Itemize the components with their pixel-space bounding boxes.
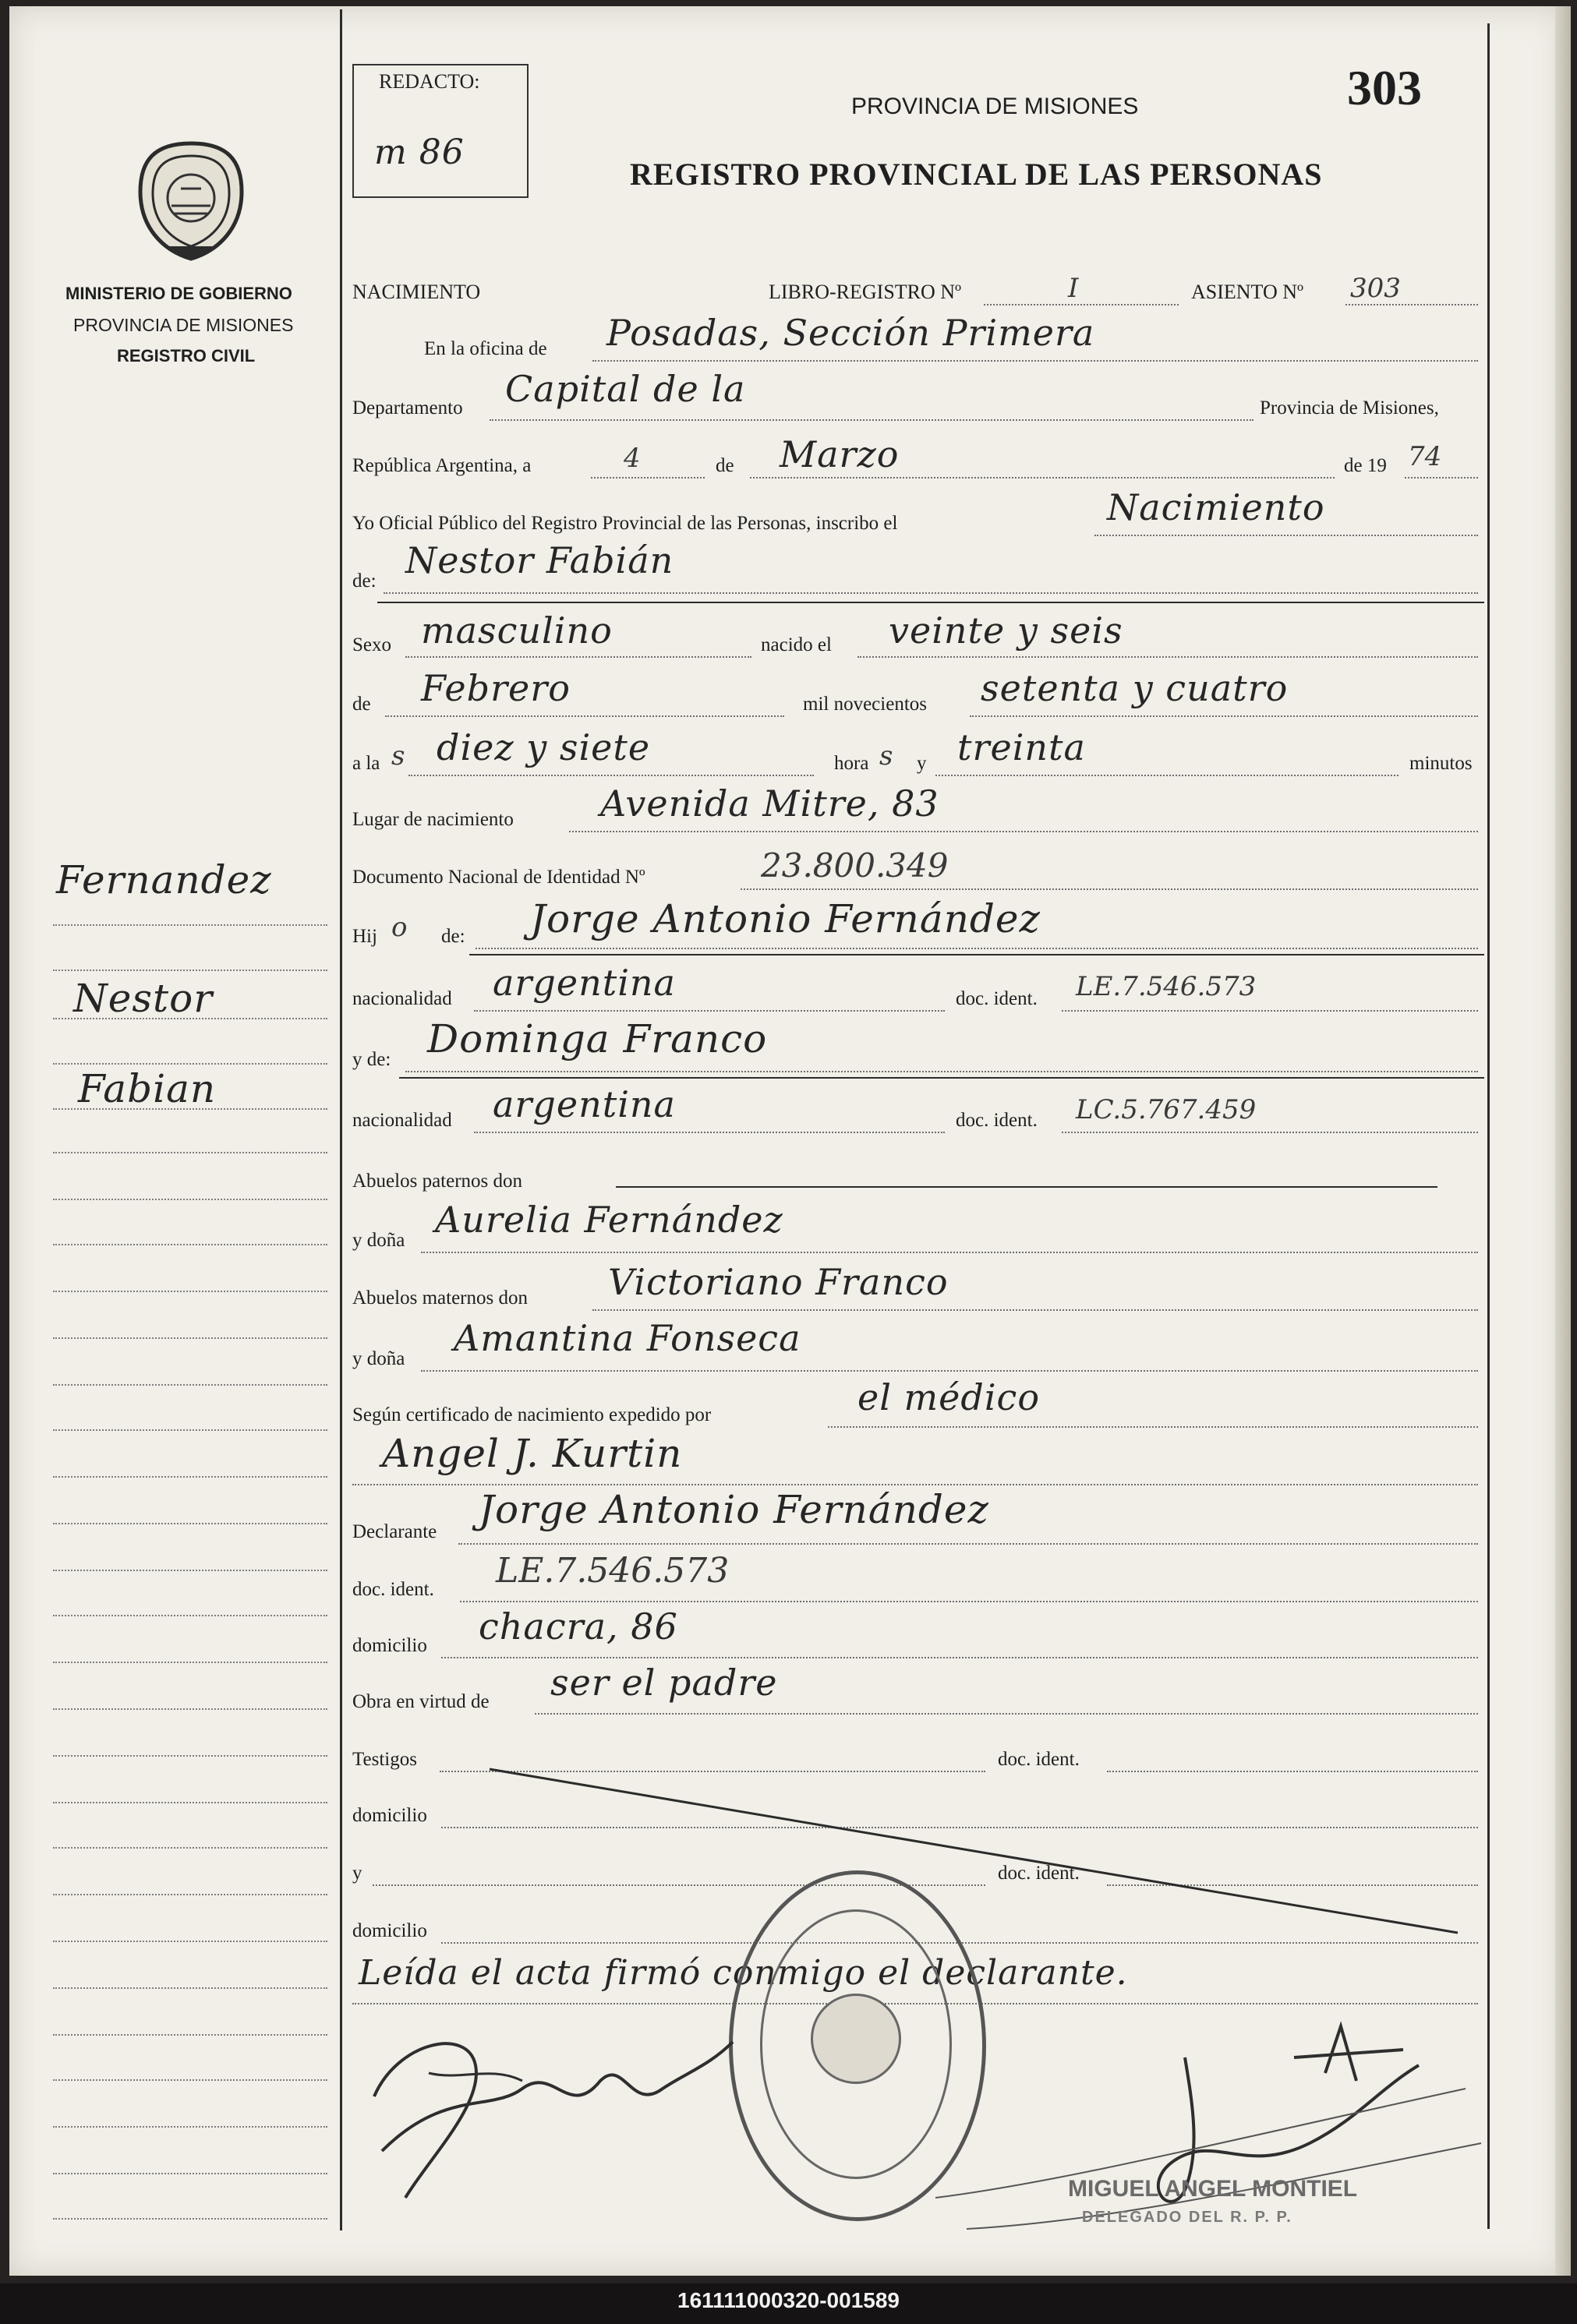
dni-label: Documento Nacional de Identidad Nº bbox=[352, 867, 645, 888]
inscribo-line bbox=[1094, 535, 1478, 536]
dni-line bbox=[741, 888, 1478, 890]
margin-line bbox=[53, 1018, 327, 1019]
nacido-line bbox=[857, 656, 1478, 658]
doc-madre-value: LC.5.767.459 bbox=[1076, 1094, 1257, 1125]
anio-line bbox=[1405, 477, 1478, 479]
dia-line bbox=[591, 477, 705, 479]
horas-label: hora bbox=[834, 753, 869, 774]
departamento-value: Capital de la bbox=[505, 368, 746, 410]
mes-nac-value: Febrero bbox=[421, 667, 571, 709]
mes-value: Marzo bbox=[780, 433, 900, 475]
ydona-paterna-label: y doña bbox=[352, 1230, 405, 1251]
de-name-label: de: bbox=[352, 570, 377, 592]
anio-nac-line bbox=[970, 715, 1478, 717]
margin-line bbox=[53, 1708, 327, 1710]
segun-line bbox=[828, 1426, 1478, 1428]
y-label: y bbox=[917, 753, 927, 774]
page-edge bbox=[1555, 6, 1571, 2276]
ab-paterna-value: Aurelia Fernández bbox=[435, 1199, 783, 1241]
header-registry: REGISTRO PROVINCIAL DE LAS PERSONAS bbox=[630, 157, 1323, 192]
minutos-value: treinta bbox=[957, 726, 1086, 768]
mil-label: mil novecientos bbox=[803, 694, 927, 715]
mes-nac-line bbox=[385, 715, 784, 717]
margin-line bbox=[53, 1987, 327, 1989]
anio-nac-value: setenta y cuatro bbox=[981, 667, 1289, 709]
declarante-label: Declarante bbox=[352, 1521, 437, 1542]
lugar-label: Lugar de nacimiento bbox=[352, 809, 514, 830]
nacido-label: nacido el bbox=[761, 634, 832, 655]
ab-materna-line bbox=[421, 1370, 1478, 1372]
ab-materno-line bbox=[592, 1309, 1478, 1311]
y-testigo-label: y bbox=[352, 1863, 362, 1884]
official-title: DELEGADO DEL R. P. P. bbox=[1082, 2209, 1292, 2226]
header-province: PROVINCIA DE MISIONES bbox=[851, 94, 1139, 119]
closing-text: Leída el acta firmó conmigo el declarante. bbox=[359, 1953, 1128, 1993]
lugar-value: Avenida Mitre, 83 bbox=[600, 782, 939, 825]
oficina-label: En la oficina de bbox=[424, 338, 547, 359]
obra-line bbox=[535, 1713, 1478, 1715]
doc-padre-value: LE.7.546.573 bbox=[1076, 971, 1257, 1002]
margin-second-name: Fabian bbox=[78, 1066, 217, 1111]
dni-value: 23.800.349 bbox=[761, 846, 949, 885]
departamento-label: Departamento bbox=[352, 397, 463, 419]
margin-line bbox=[53, 1429, 327, 1431]
declarante-value: Jorge Antonio Fernández bbox=[479, 1487, 989, 1532]
oficina-line bbox=[592, 360, 1478, 362]
margin-line bbox=[53, 924, 327, 926]
margin-line bbox=[53, 2126, 327, 2128]
margin-line bbox=[53, 1152, 327, 1153]
margin-surname: Fernandez bbox=[56, 857, 272, 902]
redacto-label: REDACTO: bbox=[379, 70, 480, 93]
asiento-label: ASIENTO Nº bbox=[1191, 281, 1304, 303]
name-line bbox=[384, 592, 1478, 594]
margin-line bbox=[53, 1337, 327, 1339]
ab-materno-value: Victoriano Franco bbox=[608, 1261, 949, 1303]
hijo-hand: o bbox=[391, 912, 408, 943]
minutos-label: minutos bbox=[1409, 753, 1473, 774]
testigo2-domicilio-label: domicilio bbox=[352, 1920, 427, 1941]
mother-separator bbox=[399, 1077, 1484, 1079]
scan-code: 161111000320-001589 bbox=[677, 2288, 900, 2312]
stamp-emblem bbox=[811, 1994, 901, 2084]
ministry-line: MINISTERIO DE GOBIERNO bbox=[65, 284, 292, 303]
dia-value: 4 bbox=[624, 443, 641, 474]
libro-line bbox=[984, 304, 1179, 306]
margin-first-name: Nestor bbox=[73, 976, 214, 1021]
nac-madre-label: nacionalidad bbox=[352, 1110, 452, 1131]
hijo-de-label: de: bbox=[441, 926, 465, 947]
hora-value: diez y siete bbox=[437, 726, 651, 768]
nac-padre-value: argentina bbox=[493, 962, 676, 1004]
medico-line bbox=[352, 1484, 1478, 1485]
margin-line bbox=[53, 1755, 327, 1757]
margin-line bbox=[53, 1570, 327, 1571]
redacto-value: m 86 bbox=[374, 132, 465, 172]
segun-label: Según certificado de nacimiento expedido por bbox=[352, 1404, 712, 1425]
doc-madre-label: doc. ident. bbox=[956, 1110, 1038, 1131]
nacido-value: veinte y seis bbox=[889, 609, 1123, 652]
ab-paterna-line bbox=[421, 1252, 1478, 1253]
margin-line bbox=[53, 1802, 327, 1803]
mes-line bbox=[750, 477, 1335, 479]
hijo-label: Hij bbox=[352, 926, 377, 947]
nacimiento-label: NACIMIENTO bbox=[352, 281, 481, 303]
hora-line bbox=[408, 775, 814, 776]
official-signature bbox=[920, 1995, 1497, 2245]
oficina-value: Posadas, Sección Primera bbox=[606, 312, 1095, 354]
inscribo-value: Nacimiento bbox=[1107, 486, 1325, 528]
margin-line bbox=[53, 2034, 327, 2036]
obra-label: Obra en virtud de bbox=[352, 1691, 490, 1712]
sexo-value: masculino bbox=[421, 609, 613, 652]
asiento-value: 303 bbox=[1350, 273, 1401, 304]
margin-line bbox=[53, 1941, 327, 1942]
segun-value: el médico bbox=[857, 1376, 1041, 1418]
doc-padre-line bbox=[1062, 1010, 1478, 1012]
section-separator bbox=[377, 602, 1484, 603]
parent-separator bbox=[469, 954, 1484, 955]
yde-label: y de: bbox=[352, 1049, 391, 1070]
yo-oficial-label: Yo Oficial Público del Registro Provincial de las Personas, inscribo el bbox=[352, 513, 898, 534]
testigo2-doc-label: doc. ident. bbox=[998, 1863, 1080, 1884]
padre-line bbox=[476, 948, 1478, 949]
minutos-line bbox=[935, 775, 1398, 776]
ydona-materna-label: y doña bbox=[352, 1348, 405, 1369]
republica-label: República Argentina, a bbox=[352, 455, 532, 476]
libro-value: I bbox=[1068, 273, 1079, 304]
margin-line bbox=[53, 1476, 327, 1478]
anio-label: de 19 bbox=[1344, 455, 1387, 476]
madre-line bbox=[405, 1071, 1478, 1072]
asiento-line bbox=[1345, 304, 1478, 306]
testigos-domicilio-label: domicilio bbox=[352, 1805, 427, 1826]
margin-line bbox=[53, 1615, 327, 1616]
margin-line bbox=[53, 1847, 327, 1849]
de-month-label: de bbox=[352, 694, 371, 715]
margin-line bbox=[53, 2173, 327, 2174]
nac-padre-label: nacionalidad bbox=[352, 988, 452, 1009]
margin-line bbox=[53, 1384, 327, 1386]
margin-line bbox=[53, 1244, 327, 1245]
right-border bbox=[1487, 23, 1490, 2229]
domicilio-label: domicilio bbox=[352, 1635, 427, 1656]
ab-materna-value: Amantina Fonseca bbox=[454, 1317, 801, 1359]
sexo-line bbox=[405, 656, 751, 658]
ab-paternos-label: Abuelos paternos don bbox=[352, 1171, 523, 1192]
declarant-signature bbox=[351, 1995, 741, 2213]
margin-line bbox=[53, 1523, 327, 1524]
province-line: PROVINCIA DE MISIONES bbox=[73, 315, 294, 335]
doc-dec-label: doc. ident. bbox=[352, 1579, 434, 1600]
departamento-line bbox=[490, 419, 1253, 421]
margin-line bbox=[53, 1063, 327, 1065]
domicilio-line bbox=[441, 1657, 1478, 1658]
de-label: de bbox=[716, 455, 734, 476]
testigos-label: Testigos bbox=[352, 1749, 417, 1770]
anio-value: 74 bbox=[1408, 441, 1442, 472]
nac-madre-line bbox=[474, 1132, 945, 1133]
domicilio-value: chacra, 86 bbox=[479, 1605, 678, 1648]
margin-line bbox=[53, 1199, 327, 1200]
libro-label: LIBRO-REGISTRO Nº bbox=[769, 281, 962, 303]
margin-line bbox=[53, 1108, 327, 1110]
provincia-label: Provincia de Misiones, bbox=[1260, 397, 1439, 419]
alas-label: a la bbox=[352, 753, 380, 774]
margin-line bbox=[53, 2079, 327, 2081]
margin-line bbox=[53, 1894, 327, 1895]
lugar-line bbox=[569, 831, 1478, 832]
coat-of-arms-seal bbox=[134, 137, 248, 263]
margin-divider bbox=[340, 9, 342, 2230]
padre-value: Jorge Antonio Fernández bbox=[530, 896, 1041, 941]
testigos-cancel-line bbox=[483, 1761, 1466, 1941]
doc-dec-line bbox=[460, 1601, 1478, 1602]
page-number: 303 bbox=[1347, 60, 1422, 115]
doc-dec-value: LE.7.546.573 bbox=[496, 1551, 730, 1591]
sexo-label: Sexo bbox=[352, 634, 391, 655]
testigos-doc-label: doc. ident. bbox=[998, 1749, 1080, 1770]
nac-madre-value: argentina bbox=[493, 1083, 676, 1125]
child-name-value: Nestor Fabián bbox=[405, 539, 674, 581]
official-name: MIGUEL ANGEL MONTIEL bbox=[1068, 2176, 1358, 2202]
registro-civil-line: REGISTRO CIVIL bbox=[117, 346, 256, 366]
margin-line bbox=[53, 1662, 327, 1663]
madre-value: Dominga Franco bbox=[427, 1016, 768, 1061]
doc-madre-line bbox=[1062, 1132, 1478, 1133]
declarante-line bbox=[458, 1543, 1478, 1545]
horas-hand: s bbox=[879, 740, 893, 772]
margin-line bbox=[53, 2218, 327, 2220]
ab-maternos-label: Abuelos maternos don bbox=[352, 1287, 528, 1309]
margin-line bbox=[53, 1291, 327, 1292]
medico-value: Angel J. Kurtin bbox=[382, 1431, 683, 1476]
nac-padre-line bbox=[474, 1010, 945, 1012]
obra-value: ser el padre bbox=[550, 1662, 778, 1704]
doc-padre-label: doc. ident. bbox=[956, 988, 1038, 1009]
alas-hand: s bbox=[391, 740, 405, 772]
margin-line bbox=[53, 970, 327, 971]
ab-paterno-strike bbox=[616, 1186, 1437, 1188]
